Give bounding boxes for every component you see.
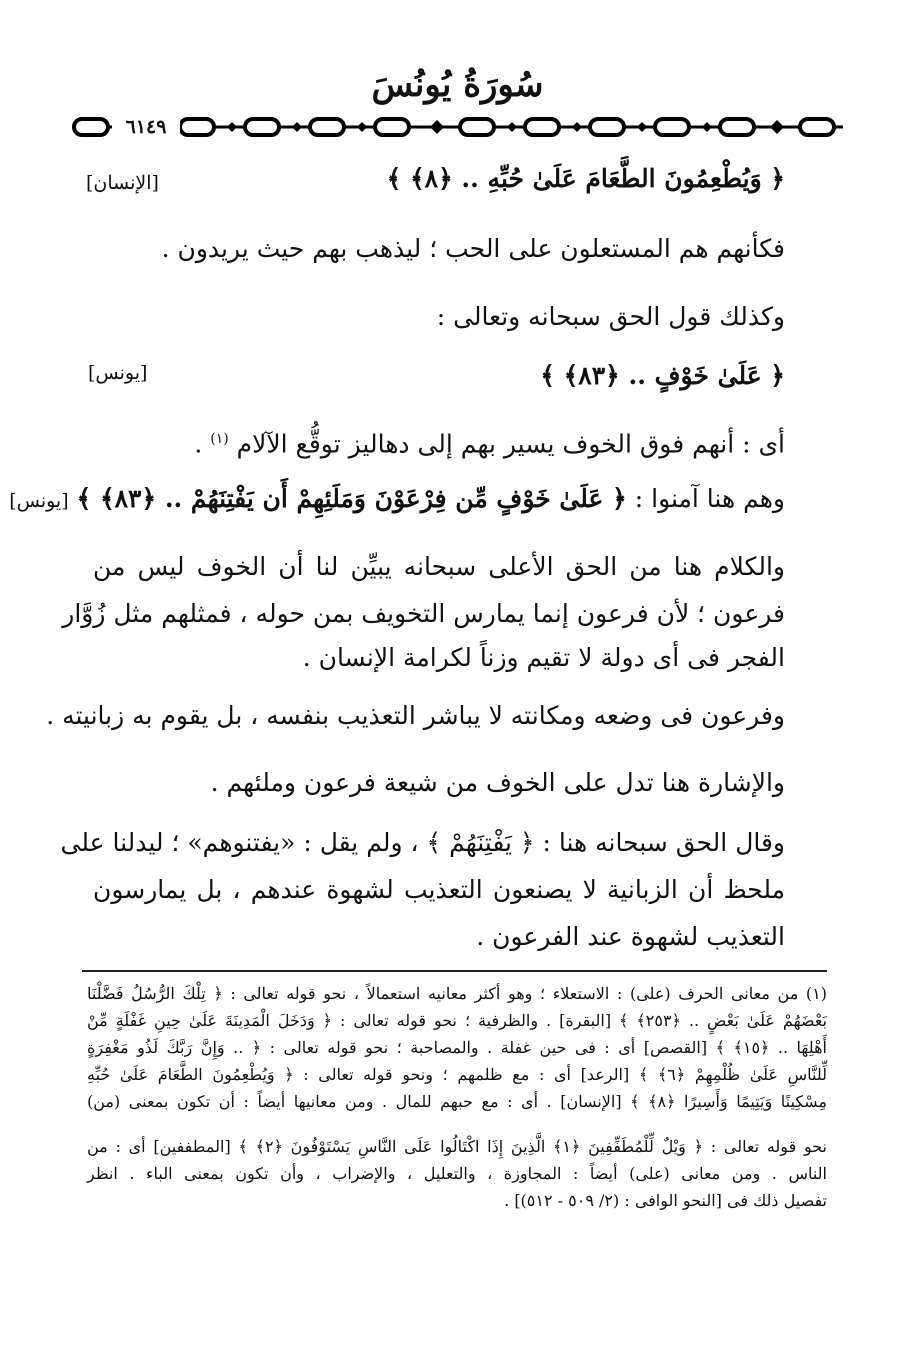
paragraph-2-line-1: وقال الحق سبحانه هنا : ﴿ يَفْتِنَهُمْ ﴾ ، ولم يقل : «يفتنوهم» ؛ ليدلنا على [60,828,785,857]
body-line-4 [9,478,785,520]
paragraph-1-line-3: الفجر فى أى دولة لا تقيم وزناً لكرامة الإنسان . [302,643,785,672]
paragraph-2-line-2: ملحظ أن الزبانية لا يصنعون التعذيب لشهوة عندهم ، بل يمارسون [93,875,785,904]
verse-yunus-short: ﴿ عَلَىٰ خَوْفٍ .. ﴿٨٣﴾ ﴾ [540,361,785,390]
surah-tag-yunus-2: [يونس] [9,490,69,512]
body-line-2: وكذلك قول الحق سبحانه وتعالى : [436,302,785,331]
body-line-6: والإشارة هنا تدل على الخوف من شيعة فرعون وملئهم . [210,768,785,797]
ornamental-header-border [70,112,845,142]
surah-tag-yunus-1: [يونس] [88,362,148,384]
surah-tag-insan: [الإنسان] [86,172,159,194]
footnote-line-6: نحو قوله تعالى : ﴿ وَيْلٌ لِّلْمُطَفِّفِينَ ﴿١﴾ الَّذِينَ إِذَا اكْتَالُوا عَلَى النَّاسِ يَسْتَوْفُونَ ﴿٢﴾ ﴾ [المطففين] أى : من [87,1137,828,1156]
footnote-divider [82,970,827,972]
verse-insan: ﴿ وَيُطْعِمُونَ الطَّعَامَ عَلَىٰ حُبِّهِ .. ﴿٨﴾ ﴾ [386,164,785,193]
paragraph-1-line-1: والكلام هنا من الحق الأعلى سبحانه يبيِّن لنا أن الخوف ليس من [93,552,785,581]
footnote-line-7: الناس . ومن معانى (على) أيضاً : المجاوزة ، والتعليل ، والإضراب ، وأن تكون بمعنى الباء . انظر [87,1164,827,1183]
body-line-4-text: وهم هنا آمنوا : [634,484,785,513]
verse-yunus-long: ﴿ عَلَىٰ خَوْفٍ مِّن فِرْعَوْنَ وَمَلَئِهِمْ أَن يَفْتِنَهُمْ .. ﴿٨٣﴾ ﴾ [76,484,627,513]
body-line-1: فكأنهم هم المستعلون على الحب ؛ ليذهب بهم حيث يريدون . [161,234,785,263]
footnote-line-1: (١) من معانى الحرف (على) : الاستعلاء ؛ وهو أكثر معانيه استعمالاً ، نحو قوله تعالى : ﴿ تِلْكَ الرُّسُلُ فَضَّلْنَا [87,984,827,1003]
footnote-line-8: تفصيل ذلك فى [النحو الوافى : (٢/ ٥٠٩ - ٥١٢)] . [504,1191,827,1210]
footnote-line-3: أَهْلِهَا .. ﴿١٥﴾ ﴾ [القصص] أى : فى حين غفلة . والمصاحبة ؛ نحو قوله تعالى : ﴿ .. وَإِنَّ رَبَّكَ لَذُو مَغْفِرَةٍ [87,1038,827,1057]
footnote-line-2: بَعْضَهُمْ عَلَىٰ بَعْضٍ .. ﴿٢٥٣﴾ ﴾ [البقرة] . والظرفية ؛ نحو قوله تعالى : ﴿ وَدَخَلَ الْمَدِينَةَ عَلَىٰ حِينِ غَفْلَةٍ مِّنْ [87,1011,828,1030]
surah-title: سُورَةُ يُونُسَ [371,65,544,105]
footnote-line-4: لِّلنَّاسِ عَلَىٰ ظُلْمِهِمْ ﴿٦﴾ ﴾ [الرعد] أى : مع ظلمهم ؛ ونحو قوله تعالى : ﴿ وَيُطْعِمُونَ الطَّعَامَ عَلَىٰ حُبِّهِ [87,1065,827,1084]
paragraph-2-line-3: التعذيب لشهوة عند الفرعون . [476,922,785,951]
body-line-3-text: أى : أنهم فوق الخوف يسير بهم إلى دهاليز توقُّع الآلام [236,429,785,459]
paragraph-1-line-2: فرعون ؛ لأن فرعون إنما يمارس التخويف بمن حوله ، فمثلهم مثل زُوَّار [62,599,785,628]
body-line-3: أى : أنهم فوق الخوف يسير بهم إلى دهاليز توقُّع الآلام $^{(١)}$ . [194,429,785,459]
footnote-line-5: مِسْكِينًا وَيَتِيمًا وَأَسِيرًا ﴿٨﴾ ﴾ [الإنسان] . أى : مع حبهم للمال . ومن معانيها أيضاً : أن تكون بمعنى (من) [87,1092,828,1111]
footnote-marker: (١) [210,431,229,447]
page-number: ٦١٤٩ [112,115,180,139]
body-line-5: وفرعون فى وضعه ومكانته لا يباشر التعذيب بنفسه ، بل يقوم به زبانيته . [46,701,785,730]
